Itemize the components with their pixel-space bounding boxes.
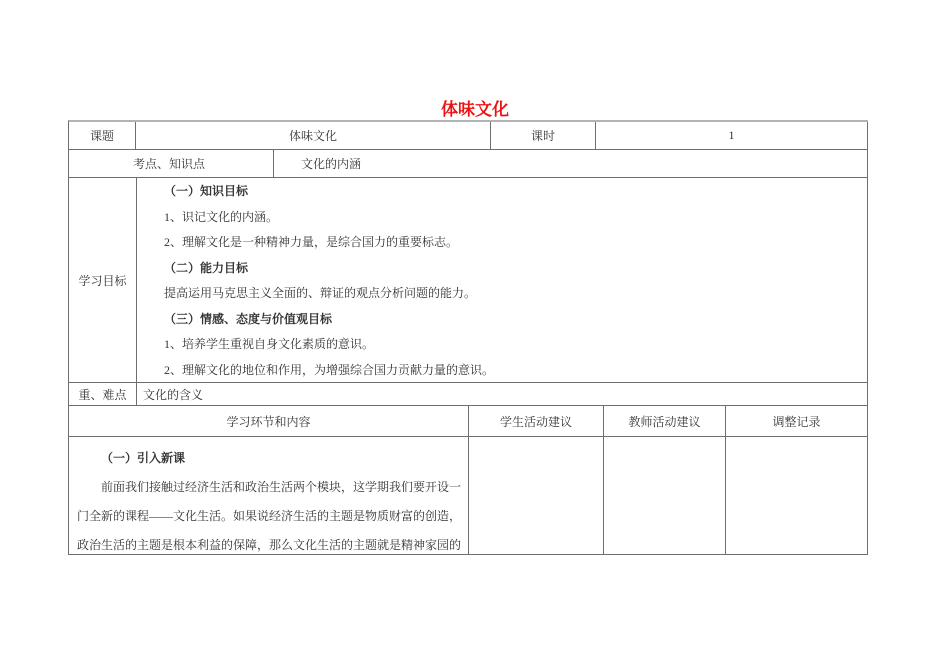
lesson-paragraph-line: 前面我们接触过经济生活和政治生活两个模块，这学期我们要开设一 xyxy=(101,480,462,494)
points-value: 文化的内涵 xyxy=(274,150,868,178)
header-student-column: 学生活动建议 xyxy=(469,406,604,437)
goal-line: 1、培养学生重视自身文化素质的意识。 xyxy=(164,337,375,351)
key-difficulty-value: 文化的含义 xyxy=(137,383,868,406)
row-activity-content xyxy=(69,437,868,555)
row-points xyxy=(69,150,868,178)
adjustment-record-cell xyxy=(726,437,868,555)
header-teacher-column: 教师活动建议 xyxy=(604,406,726,437)
header-adjust-column: 调整记录 xyxy=(726,406,868,437)
lesson-section-heading: （一）引入新课 xyxy=(101,451,186,465)
topic-label: 课题 xyxy=(69,122,136,150)
points-label: 考点、知识点 xyxy=(69,150,274,178)
goals-content xyxy=(137,178,868,383)
goals-label: 学习目标 xyxy=(69,178,137,383)
goal-line: 2、理解文化的地位和作用，为增强综合国力贡献力量的意识。 xyxy=(164,362,495,377)
key-difficulty-label: 重、难点 xyxy=(69,383,137,406)
lesson-paragraph-line: 门全新的课程——文化生活。如果说经济生活的主题是物质财富的创造， xyxy=(77,509,462,523)
topic-value: 体味文化 xyxy=(136,122,491,150)
period-label: 课时 xyxy=(491,122,596,150)
student-activity-cell xyxy=(469,437,604,555)
goal-line: 提高运用马克思主义全面的、辩证的观点分析问题的能力。 xyxy=(164,286,477,300)
header-content-column: 学习环节和内容 xyxy=(69,406,469,437)
lesson-plan-table xyxy=(68,120,868,555)
document-title: 体味文化 xyxy=(441,100,509,119)
goal-line-ability-heading: （二）能力目标 xyxy=(164,260,249,275)
goal-line: 1、识记文化的内涵。 xyxy=(164,209,279,224)
row-activity-header xyxy=(69,406,868,437)
teacher-activity-cell xyxy=(604,437,726,555)
period-value: 1 xyxy=(596,122,868,150)
row-key-difficulty xyxy=(69,383,868,406)
lesson-paragraph-line: 政治生活的主题是根本利益的保障，那么文化生活的主题就是精神家园的 xyxy=(77,538,462,552)
goal-line: 2、理解文化是一种精神力量，是综合国力的重要标志。 xyxy=(164,235,459,249)
row-topic xyxy=(69,122,868,150)
row-goals xyxy=(69,178,868,383)
goal-line-emotion-heading: （三）情感、态度与价值观目标 xyxy=(164,311,333,326)
goal-line-knowledge-heading: （一）知识目标 xyxy=(164,184,249,198)
lesson-content-cell xyxy=(69,437,469,555)
